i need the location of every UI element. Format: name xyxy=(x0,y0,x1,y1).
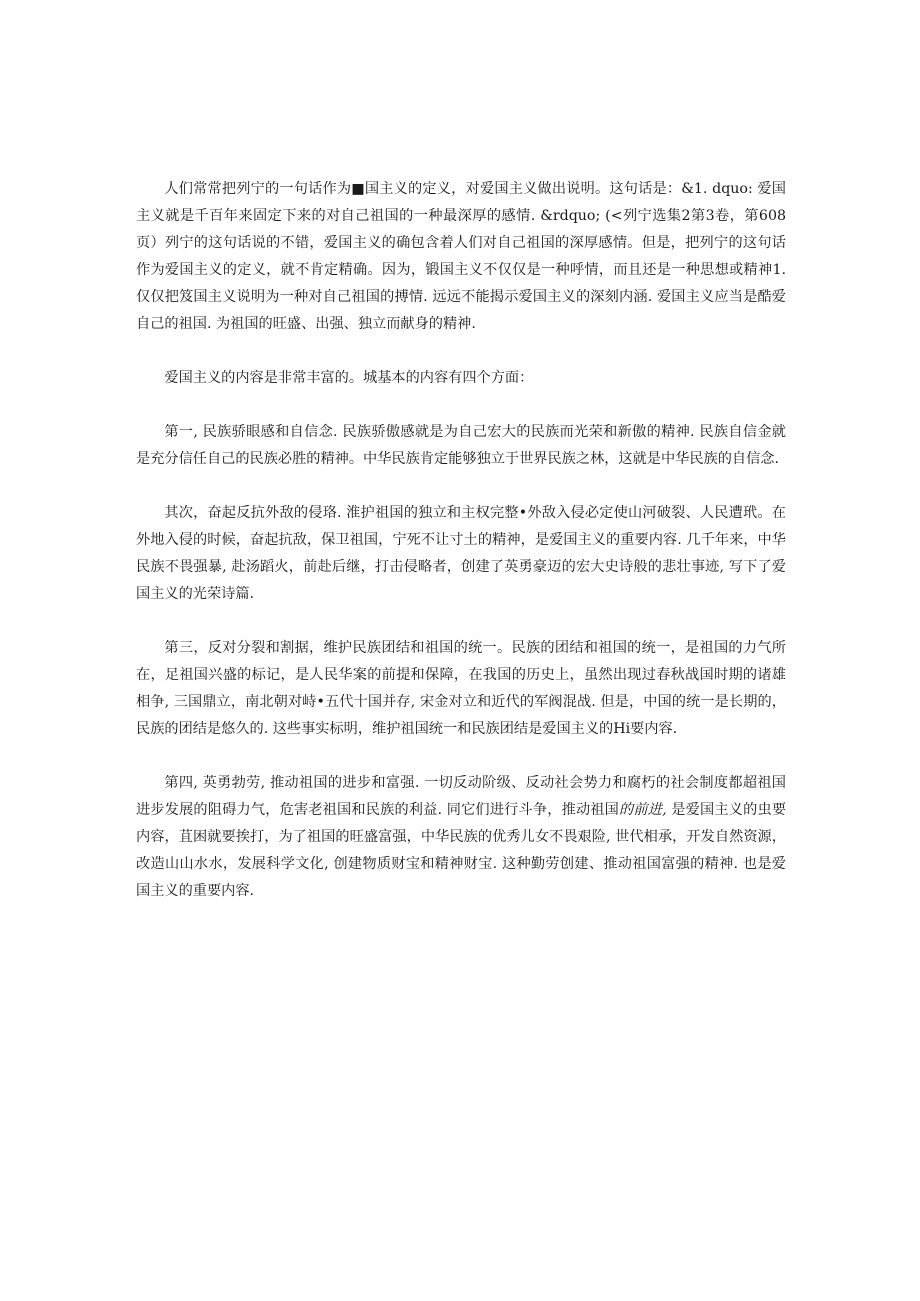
paragraph-definition: 人们常常把列宁的一句话作为■国主义的定义，对爱国主义做出说明。这句话是：&1. dquo: 爱国主义就是千百年来固定下来的对自己祖国的一种最深厚的感情. &rdquo; (<列宁选集2第3卷，第608页）列宁的这句话说的不错，爱国主义的确包含着人们对自己祖国的深厚感情。但是，把列宁的这句话作为爱国主义的定义，就不肯定精确。因为，锻国主义不仅仅是一种呼情，而且还是一种思想或精神1. 仅仅把笈国主义说明为一种对自己祖国的搏情. 远远不能揭示爱国主义的深刻内涵. 爱国主义应当是酷爱自己的祖国. 为祖国的旺盛、出强、独立而献身的精神. xyxy=(136,181,786,332)
paragraph-overview: 爱国主义的内容是非常丰富的。城基本的内容有四个方面： xyxy=(164,370,534,386)
paragraph-fourth-text-before: 第四, 英勇勃劳, 推动祖国的进步和富强. 一切反动阶级、反动社会势力和腐朽的社会制度都超祖国进步发展的阻碍力气，危害老祖国和民族的利益. 同它们进行斗争，推动祖国 xyxy=(136,775,786,818)
paragraph-fourth-aspect xyxy=(136,770,786,905)
paragraph-fourth-text-after: 是爱国主义的虫要内容，苴困就要挨打，为了祖国的旺盛富强，中华民族的优秀儿女不畏艰险, 世代相承，开发自然资源，改造山山水水，发展科学文化, 创建物质财宝和精神财宝. 这种勤劳创建、推动祖国富强的精神. 也是爱国主义的重要内容. xyxy=(136,802,787,899)
paragraph-fourth-emphasis: 的前进, xyxy=(619,802,667,818)
paragraph-first-aspect: 第一, 民族骄眼感和自信念. 民族骄傲感就是为自己宏大的民族而光荣和新傲的精神. 民族自信金就是充分信任自己的民族必胜的精神。中华民族肯定能够独立于世界民族之林，这就是中华民族的自信念. xyxy=(136,424,786,467)
document-body xyxy=(136,176,786,932)
paragraph-second-aspect: 其次，奋起反抗外敌的侵珞. 淮护祖国的独立和主权完整•外敌入侵必定使山河破裂、人民遭玳。在外地入侵的时候，奋起抗敌，保卫祖国，宁死不让寸土的精神，是爱国主义的重要内容. 几千年来，中华民族不畏强暴, 赴汤蹈火，前赴后继，打击侵略者，创建了英勇豪迈的宏大史诗般的悲壮事迹, 写下了爱国主义的光荣诗篇. xyxy=(136,505,786,602)
paragraph-third-aspect: 第三，反对分裂和割据，维护民族团结和祖国的统一。民族的团结和祖国的统一，是祖国的力气所在，足祖国兴盛的标记，是人民华案的前提和保障，在我国的历史上，虽然出现过春秋战国时期的诸雄相争, 三国鼎立，南北朝对峙•五代十国并存, 宋金对立和近代的军阀混战. 但是，中国的统一是长期的，民族的团结是悠久的. 这些事实标明，维护祖国统一和民族团结是爱国主义的Hi要内容. xyxy=(136,640,786,737)
